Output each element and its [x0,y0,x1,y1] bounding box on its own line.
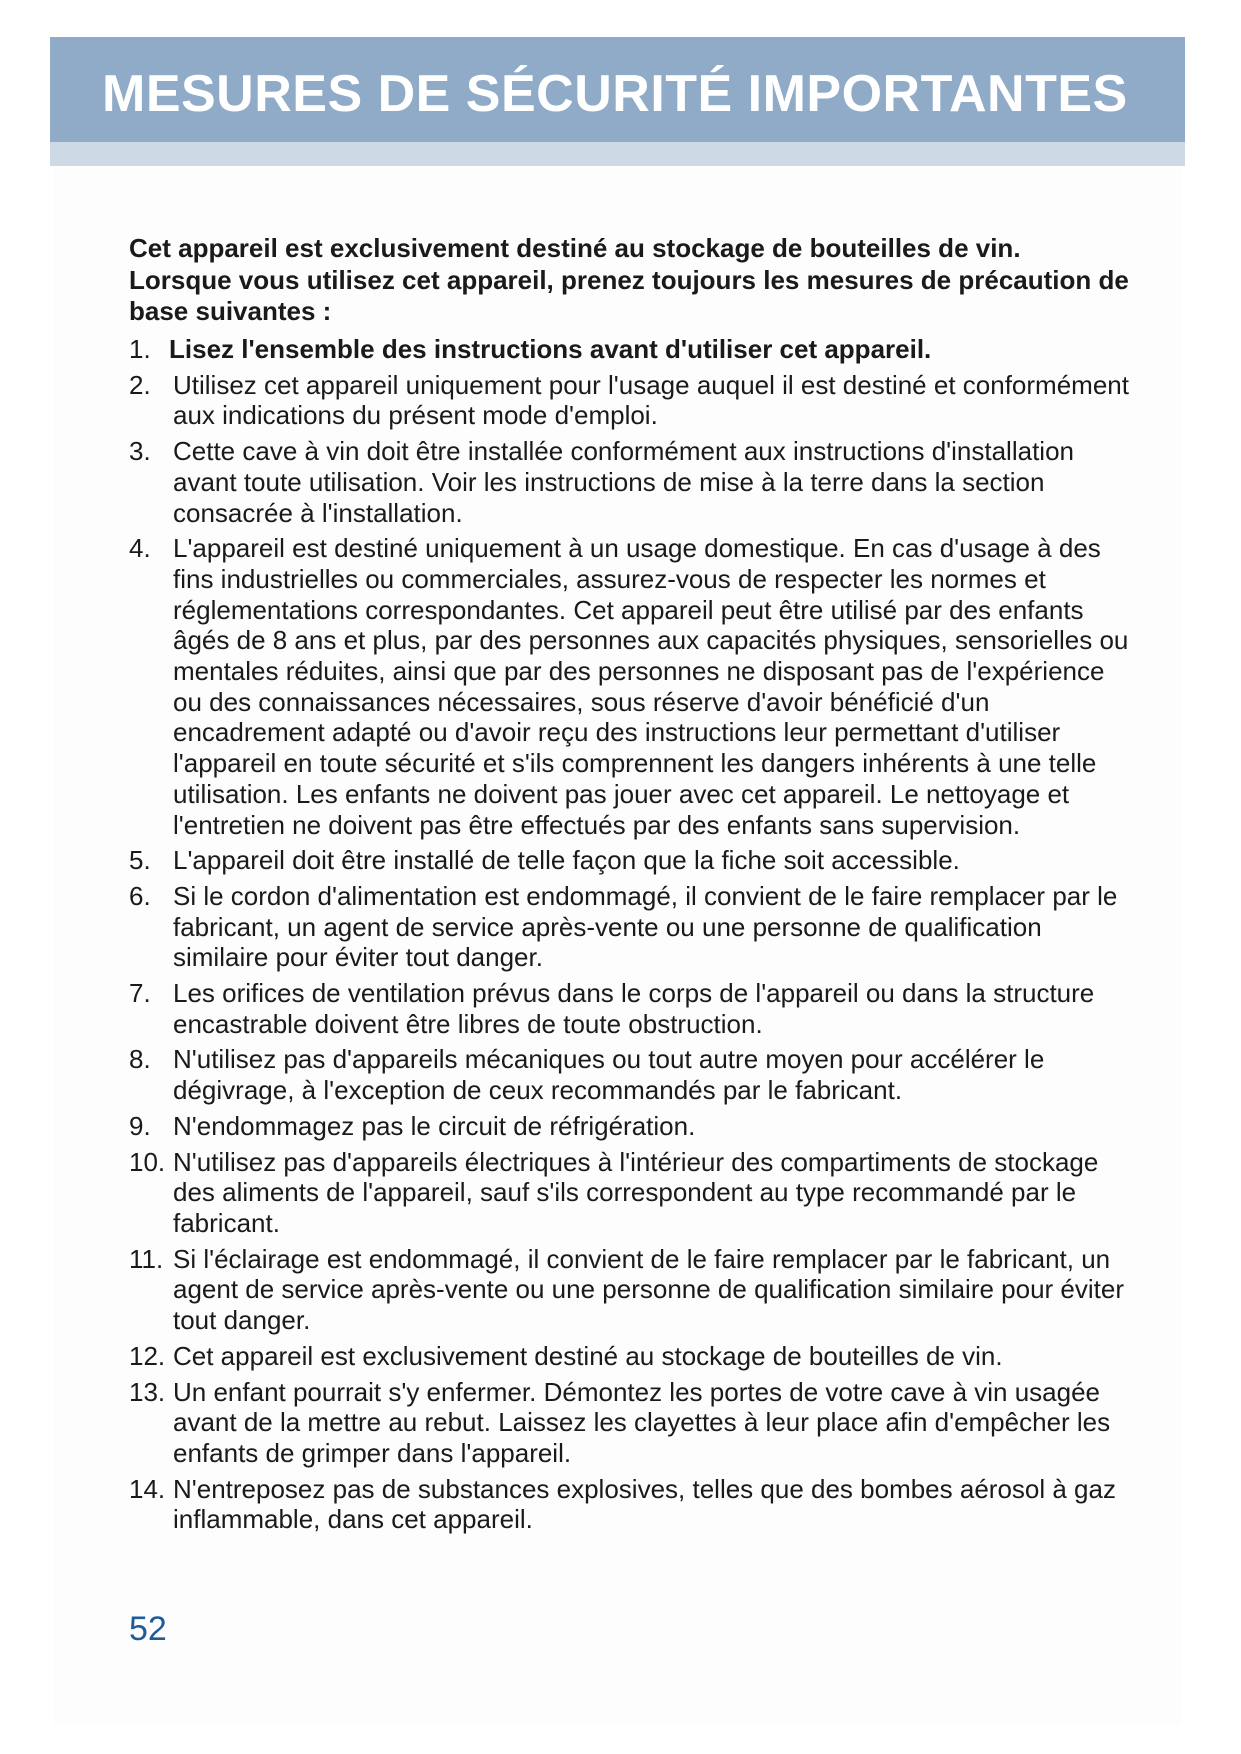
header-strip [50,142,1185,166]
list-item [129,1474,1139,1535]
item-text: N'utilisez pas d'appareils électriques à l'intérieur des compartiments de stockage des aliments de l'appareil, sauf s'ils correspondent au type recommandé par le fabricant. [173,1146,1099,1238]
item-number: 4. [129,533,151,564]
page-number: 52 [129,1610,167,1648]
list-item [129,1377,1139,1469]
item-number: 1. [129,334,151,364]
list-item [129,881,1139,973]
list-item [129,533,1139,840]
item-text: Si le cordon d'alimentation est endommagé, il convient de le faire remplacer par le fabricant, un agent de service après-vente ou une personne de qualification similaire pour éviter tout danger. [173,880,1118,973]
item-text: Lisez l'ensemble des instructions avant d'utiliser cet appareil. [169,334,932,364]
item-text: N'endommagez pas le circuit de réfrigération. [173,1110,696,1141]
list-item [129,1244,1139,1336]
intro-paragraph: Cet appareil est exclusivement destiné au stockage de bouteilles de vin. Lorsque vous utilisez cet appareil, prenez toujours les mesures de précaution de base suivantes : [129,233,1129,326]
item-number: 2. [129,369,151,400]
item-number: 3. [129,436,151,467]
list-item [129,436,1139,528]
item-text: Un enfant pourrait s'y enfermer. Démontez les portes de votre cave à vin usagée avant de la mettre au rebut. Laissez les clayettes à leur place afin d'empêcher les enfants de grimper dans l'appareil. [173,1376,1111,1468]
list-item [129,1111,1139,1142]
list-item [129,334,1139,365]
item-number: 9. [129,1110,151,1141]
item-number: 13. [129,1376,166,1407]
item-text: L'appareil doit être installé de telle façon que la fiche soit accessible. [173,845,960,876]
list-item [129,1044,1139,1105]
item-text: Les orifices de ventilation prévus dans le corps de l'appareil ou dans la structure encastrable doivent être libres de toute obstruction. [173,978,1095,1039]
item-number: 10. [129,1146,166,1177]
item-text: Utilisez cet appareil uniquement pour l'usage auquel il est destiné et conformément aux indications du présent mode d'emploi. [173,369,1129,431]
item-text: N'entreposez pas de substances explosives, telles que des bombes aérosol à gaz inflammable, dans cet appareil. [173,1473,1116,1535]
item-number: 11. [129,1243,164,1274]
item-number: 14. [129,1473,166,1504]
list-item [129,1341,1139,1372]
item-number: 5. [129,845,151,876]
item-number: 12. [129,1340,166,1371]
list-item [129,845,1139,876]
list-item [129,1147,1139,1239]
item-number: 8. [129,1044,151,1075]
list-item [129,978,1139,1039]
item-text: Cet appareil est exclusivement destiné au stockage de bouteilles de vin. [173,1340,1003,1371]
page-title: MESURES DE SÉCURITÉ IMPORTANTES [102,65,1128,123]
safety-instructions-list [129,334,1139,1540]
item-number: 6. [129,880,151,911]
item-text: Cette cave à vin doit être installée conformément aux instructions d'installation avant toute utilisation. Voir les instructions de mise à la terre dans la section consacrée à l'installation. [173,436,1074,528]
item-text: Si l'éclairage est endommagé, il convient de le faire remplacer par le fabricant, un agent de service après-vente ou une personne de qualification similaire pour éviter tout danger. [173,1243,1125,1336]
list-item [129,370,1139,431]
item-text: N'utilisez pas d'appareils mécaniques ou tout autre moyen pour accélérer le dégivrage, à l'exception de ceux recommandés par le fabricant. [173,1044,1045,1106]
item-number: 7. [129,978,151,1009]
item-text: L'appareil est destiné uniquement à un usage domestique. En cas d'usage à des fins industrielles ou commerciales, assurez-vous de respecter les normes et réglementations correspondantes. Cet appareil peut être utilisé par des enfants âgés de 8 ans et plus, par des personnes aux capacités physiques, sensorielles ou mentales réduites, ainsi que par des personnes ne disposant pas de l'expérience ou des connaissances nécessaires, sous réserve d'avoir bénéficié d'un encadrement adapté ou d'avoir reçu des instructions leur permettant d'utiliser l'appareil en toute sécurité et s'ils comprennent les dangers inhérents à une telle utilisation. Les enfants ne doivent pas jouer avec cet appareil. Le nettoyage et l'entretien ne doivent pas être effectués par des enfants sans supervision. [173,533,1129,840]
